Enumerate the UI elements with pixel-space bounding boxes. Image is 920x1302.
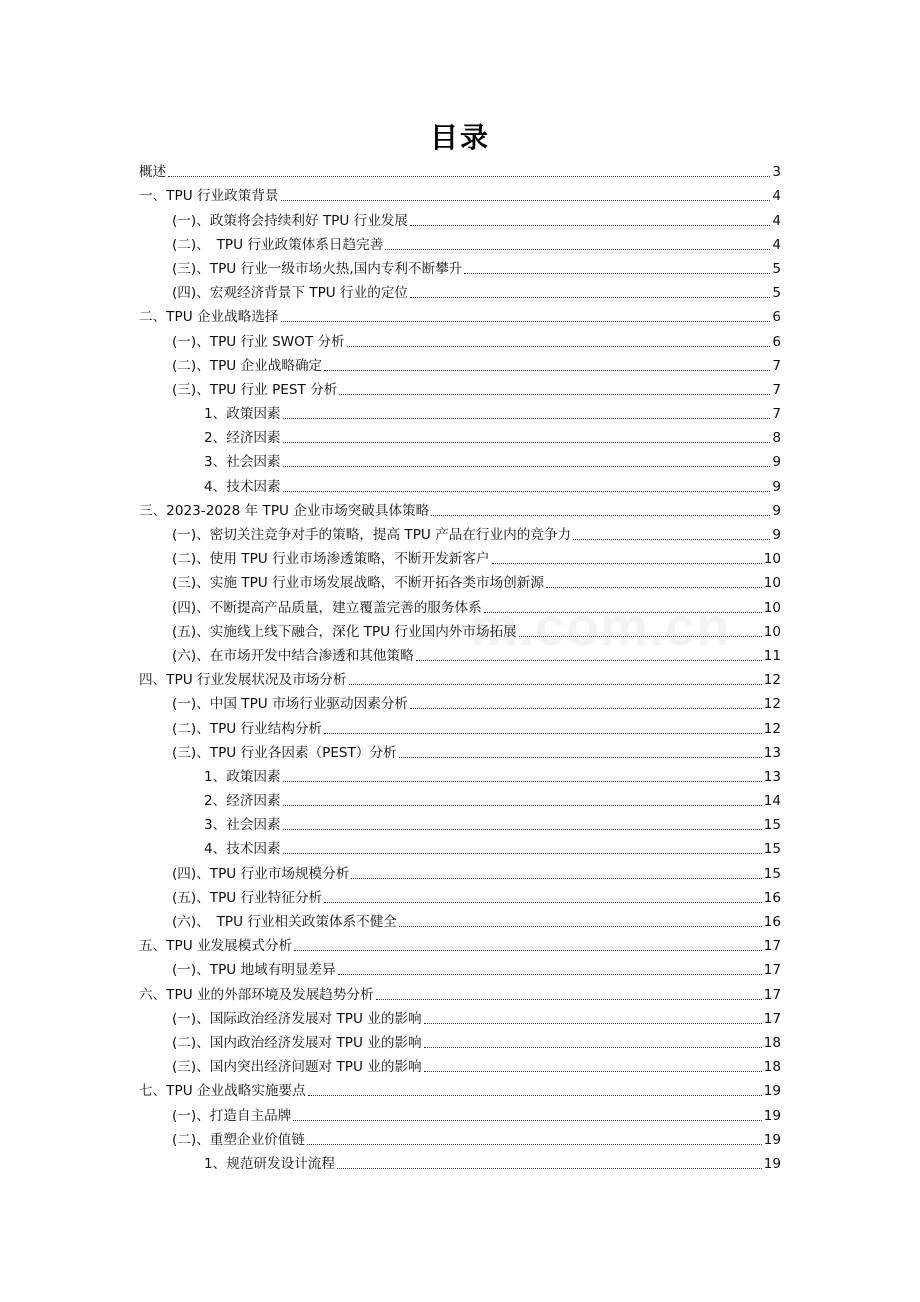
dot-leader	[410, 225, 770, 226]
dot-leader	[294, 950, 762, 951]
dot-leader	[573, 539, 770, 540]
toc-entry-page-number: 10	[763, 551, 781, 568]
toc-entry-title: 4、技术因素	[204, 841, 281, 858]
toc-entry[interactable]	[139, 834, 781, 858]
toc-entry-title: (一)、TPU 行业 SWOT 分析	[172, 333, 345, 350]
toc-entry-title: (五)、实施线上线下融合，深化 TPU 行业国内外市场拓展	[172, 623, 517, 640]
dot-leader	[431, 515, 770, 516]
dot-leader	[283, 829, 762, 830]
toc-entry-page-number: 11	[763, 647, 781, 664]
toc-entry-page-number: 19	[763, 1107, 781, 1124]
dot-leader	[307, 1144, 762, 1145]
toc-entry-title: 四、TPU 行业发展状况及市场分析	[139, 672, 347, 689]
toc-entry-page-number: 7	[772, 381, 781, 398]
dot-leader	[546, 587, 762, 588]
toc-entry-page-number: 10	[763, 599, 781, 616]
toc-entry-page-number: 15	[763, 865, 781, 882]
dot-leader	[324, 902, 762, 903]
toc-entry[interactable]	[139, 375, 781, 399]
toc-entry-page-number: 6	[772, 333, 781, 350]
toc-entry-page-number: 5	[772, 260, 781, 277]
toc-entry-title: (一)、国际政治经济发展对 TPU 业的影响	[172, 1010, 422, 1027]
toc-entry-title: (三)、TPU 行业 PEST 分析	[172, 381, 338, 398]
toc-entry-title: (三)、TPU 行业一级市场火热,国内专利不断攀升	[172, 260, 463, 277]
toc-entry-title: 4、技术因素	[204, 478, 281, 495]
toc-entry-page-number: 4	[772, 236, 781, 253]
dot-leader	[410, 708, 762, 709]
dot-leader	[410, 297, 770, 298]
toc-entry-title: (二)、国内政治经济发展对 TPU 业的影响	[172, 1034, 422, 1051]
dot-leader	[168, 176, 770, 177]
toc-entry-page-number: 16	[763, 889, 781, 906]
toc-entry-title: 1、政策因素	[204, 768, 281, 785]
toc-entry-page-number: 3	[772, 164, 781, 181]
dot-leader	[324, 370, 770, 371]
toc-entry-title: 1、政策因素	[204, 406, 281, 423]
dot-leader	[283, 442, 771, 443]
toc-entry-page-number: 13	[763, 744, 781, 761]
toc-entry[interactable]	[139, 326, 781, 350]
dot-leader	[349, 684, 762, 685]
toc-entry-page-number: 9	[772, 478, 781, 495]
toc-entry[interactable]	[139, 689, 781, 713]
dot-leader	[376, 999, 762, 1000]
dot-leader	[519, 636, 762, 637]
toc-entry-title: (二)、TPU 企业战略确定	[172, 357, 323, 374]
toc-entry[interactable]	[139, 157, 781, 181]
toc-entry-title: (六)、 TPU 行业相关政策体系不健全	[172, 914, 397, 930]
toc-entry-page-number: 18	[763, 1034, 781, 1051]
dot-leader	[399, 757, 762, 758]
toc-entry[interactable]	[139, 1052, 781, 1076]
toc-entry-page-number: 17	[763, 962, 781, 979]
toc-entry[interactable]	[139, 205, 781, 229]
toc-entry-title: 一、TPU 行业政策背景	[139, 188, 279, 205]
toc-entry[interactable]	[139, 1149, 781, 1173]
toc-entry-title: (三)、TPU 行业各因素（PEST）分析	[172, 744, 397, 761]
toc-entry-page-number: 19	[763, 1083, 781, 1100]
dot-leader	[283, 853, 762, 854]
dot-leader	[424, 1047, 762, 1048]
toc-entry[interactable]	[139, 399, 781, 423]
toc-entry[interactable]	[139, 1028, 781, 1052]
toc-entry-title: (二)、重塑企业价值链	[172, 1131, 305, 1148]
toc-entry-page-number: 16	[763, 914, 781, 930]
toc-entry[interactable]	[139, 568, 781, 592]
dot-leader	[283, 466, 771, 467]
toc-entry-page-number: 10	[763, 575, 781, 592]
dot-leader	[337, 1168, 762, 1169]
toc-entry-title: 五、TPU 业发展模式分析	[139, 938, 293, 955]
toc-entry-page-number: 19	[763, 1155, 781, 1172]
toc-entry[interactable]	[139, 1125, 781, 1149]
dot-leader	[464, 273, 770, 274]
watermark: m.com.cn	[470, 597, 731, 657]
toc-entry-page-number: 6	[772, 309, 781, 326]
toc-entry-page-number: 10	[763, 623, 781, 640]
toc-entry-title: (一)、密切关注竞争对手的策略，提高 TPU 产品在行业内的竞争力	[172, 527, 572, 543]
toc-entry-page-number: 17	[763, 986, 781, 1003]
toc-entry-title: 六、TPU 业的外部环境及发展趋势分析	[139, 986, 374, 1003]
toc-entry[interactable]	[139, 979, 781, 1003]
toc-entry[interactable]	[139, 858, 781, 882]
toc-entry-title: (四)、宏观经济背景下 TPU 行业的定位	[172, 285, 409, 302]
toc-entry[interactable]	[139, 278, 781, 302]
dot-leader	[293, 1120, 761, 1121]
dot-leader	[281, 200, 771, 201]
toc-entry-page-number: 17	[763, 1010, 781, 1027]
toc-entry-title: 3、社会因素	[204, 817, 281, 834]
toc-entry-page-number: 19	[763, 1131, 781, 1148]
toc-entry[interactable]	[139, 302, 781, 326]
toc-entry-page-number: 8	[772, 430, 781, 447]
dot-leader	[492, 563, 762, 564]
toc-entry-title: (六)、在市场开发中结合渗透和其他策略	[172, 647, 414, 664]
dot-leader	[416, 660, 762, 661]
toc-entry-page-number: 4	[772, 188, 781, 205]
dot-leader	[339, 394, 770, 395]
dot-leader	[308, 1095, 762, 1096]
dot-leader	[424, 1071, 762, 1072]
toc-entry[interactable]	[139, 786, 781, 810]
dot-leader	[283, 491, 771, 492]
toc-entry-page-number: 9	[772, 527, 781, 543]
toc-entry-page-number: 7	[772, 357, 781, 374]
toc-entry-title: 二、TPU 企业战略选择	[139, 309, 279, 326]
dot-leader	[385, 249, 770, 250]
dot-leader	[424, 1023, 762, 1024]
toc-entry-title: 概述	[139, 164, 167, 181]
toc-entry-page-number: 9	[772, 454, 781, 471]
toc-entry-page-number: 12	[763, 696, 781, 713]
toc-entry-title: (四)、不断提高产品质量，建立覆盖完善的服务体系	[172, 599, 482, 616]
toc-entry-title: (三)、国内突出经济问题对 TPU 业的影响	[172, 1059, 422, 1076]
toc-entry[interactable]	[139, 1004, 781, 1028]
toc-entry[interactable]	[139, 907, 781, 931]
dot-leader	[324, 733, 762, 734]
toc-entry-title: (一)、打造自主品牌	[172, 1107, 292, 1124]
toc-entry-title: 2、经济因素	[204, 793, 281, 810]
toc-entry[interactable]	[139, 665, 781, 689]
toc-entry[interactable]	[139, 641, 781, 665]
toc-entry-page-number: 15	[763, 817, 781, 834]
toc-entry[interactable]	[139, 471, 781, 495]
toc-entry-title: 三、2023-2028 年 TPU 企业市场突破具体策略	[139, 502, 430, 519]
toc-entry[interactable]	[139, 883, 781, 907]
page-title: 目录	[429, 121, 490, 154]
toc-entry-page-number: 15	[763, 841, 781, 858]
toc-entry-title: (一)、政策将会持续利好 TPU 行业发展	[172, 212, 409, 229]
toc-entry[interactable]	[139, 592, 781, 616]
toc-entry[interactable]	[139, 520, 781, 544]
toc-entry-title: 七、TPU 企业战略实施要点	[139, 1083, 306, 1100]
toc-entry-page-number: 9	[772, 502, 781, 519]
dot-leader	[351, 878, 761, 879]
toc-entry-title: (一)、TPU 地域有明显差异	[172, 962, 336, 979]
dot-leader	[399, 926, 762, 927]
toc-entry[interactable]	[139, 1076, 781, 1100]
toc-entry-title: (二)、TPU 行业结构分析	[172, 720, 323, 737]
toc-entry-page-number: 14	[763, 793, 781, 810]
toc-entry[interactable]	[139, 810, 781, 834]
toc-entry-title: 2、经济因素	[204, 430, 281, 447]
toc-entry[interactable]	[139, 423, 781, 447]
toc-entry-title: 3、社会因素	[204, 454, 281, 471]
toc-entry[interactable]	[139, 254, 781, 278]
toc-entry[interactable]	[139, 544, 781, 568]
toc-entry[interactable]	[139, 351, 781, 375]
toc-entry-page-number: 4	[772, 212, 781, 229]
toc-entry-page-number: 13	[763, 768, 781, 785]
toc-entry-title: (四)、TPU 行业市场规模分析	[172, 865, 350, 882]
toc-entry[interactable]	[139, 496, 781, 520]
toc-entry-title: (一)、中国 TPU 市场行业驱动因素分析	[172, 696, 409, 713]
toc-entry-page-number: 7	[772, 406, 781, 423]
dot-leader	[484, 612, 762, 613]
toc-entry[interactable]	[139, 713, 781, 737]
dot-leader	[283, 805, 762, 806]
toc-entry[interactable]	[139, 931, 781, 955]
toc-entry-page-number: 17	[763, 938, 781, 955]
toc-entry-page-number: 12	[763, 720, 781, 737]
toc-entry-page-number: 5	[772, 285, 781, 302]
toc-entry[interactable]	[139, 1100, 781, 1124]
toc-entry[interactable]	[139, 230, 781, 254]
toc-entry-page-number: 18	[763, 1059, 781, 1076]
toc-entry-title: (五)、TPU 行业特征分析	[172, 889, 323, 906]
toc-entry-title: (三)、实施 TPU 行业市场发展战略，不断开拓各类市场创新源	[172, 575, 544, 592]
toc-entry-title: (二)、使用 TPU 行业市场渗透策略，不断开发新客户	[172, 551, 490, 568]
toc-entry[interactable]	[139, 738, 781, 762]
dot-leader	[338, 974, 762, 975]
dot-leader	[283, 781, 762, 782]
toc-entry-title: 1、规范研发设计流程	[204, 1155, 335, 1172]
toc-entry-title: (二)、 TPU 行业政策体系日趋完善	[172, 236, 384, 253]
toc-entry[interactable]	[139, 617, 781, 641]
dot-leader	[347, 346, 771, 347]
toc-entry[interactable]	[139, 181, 781, 205]
toc-entry[interactable]	[139, 762, 781, 786]
toc-entry[interactable]	[139, 955, 781, 979]
toc-entry-page-number: 12	[763, 672, 781, 689]
table-of-contents	[139, 157, 781, 1173]
toc-entry[interactable]	[139, 447, 781, 471]
dot-leader	[283, 418, 771, 419]
dot-leader	[281, 321, 771, 322]
